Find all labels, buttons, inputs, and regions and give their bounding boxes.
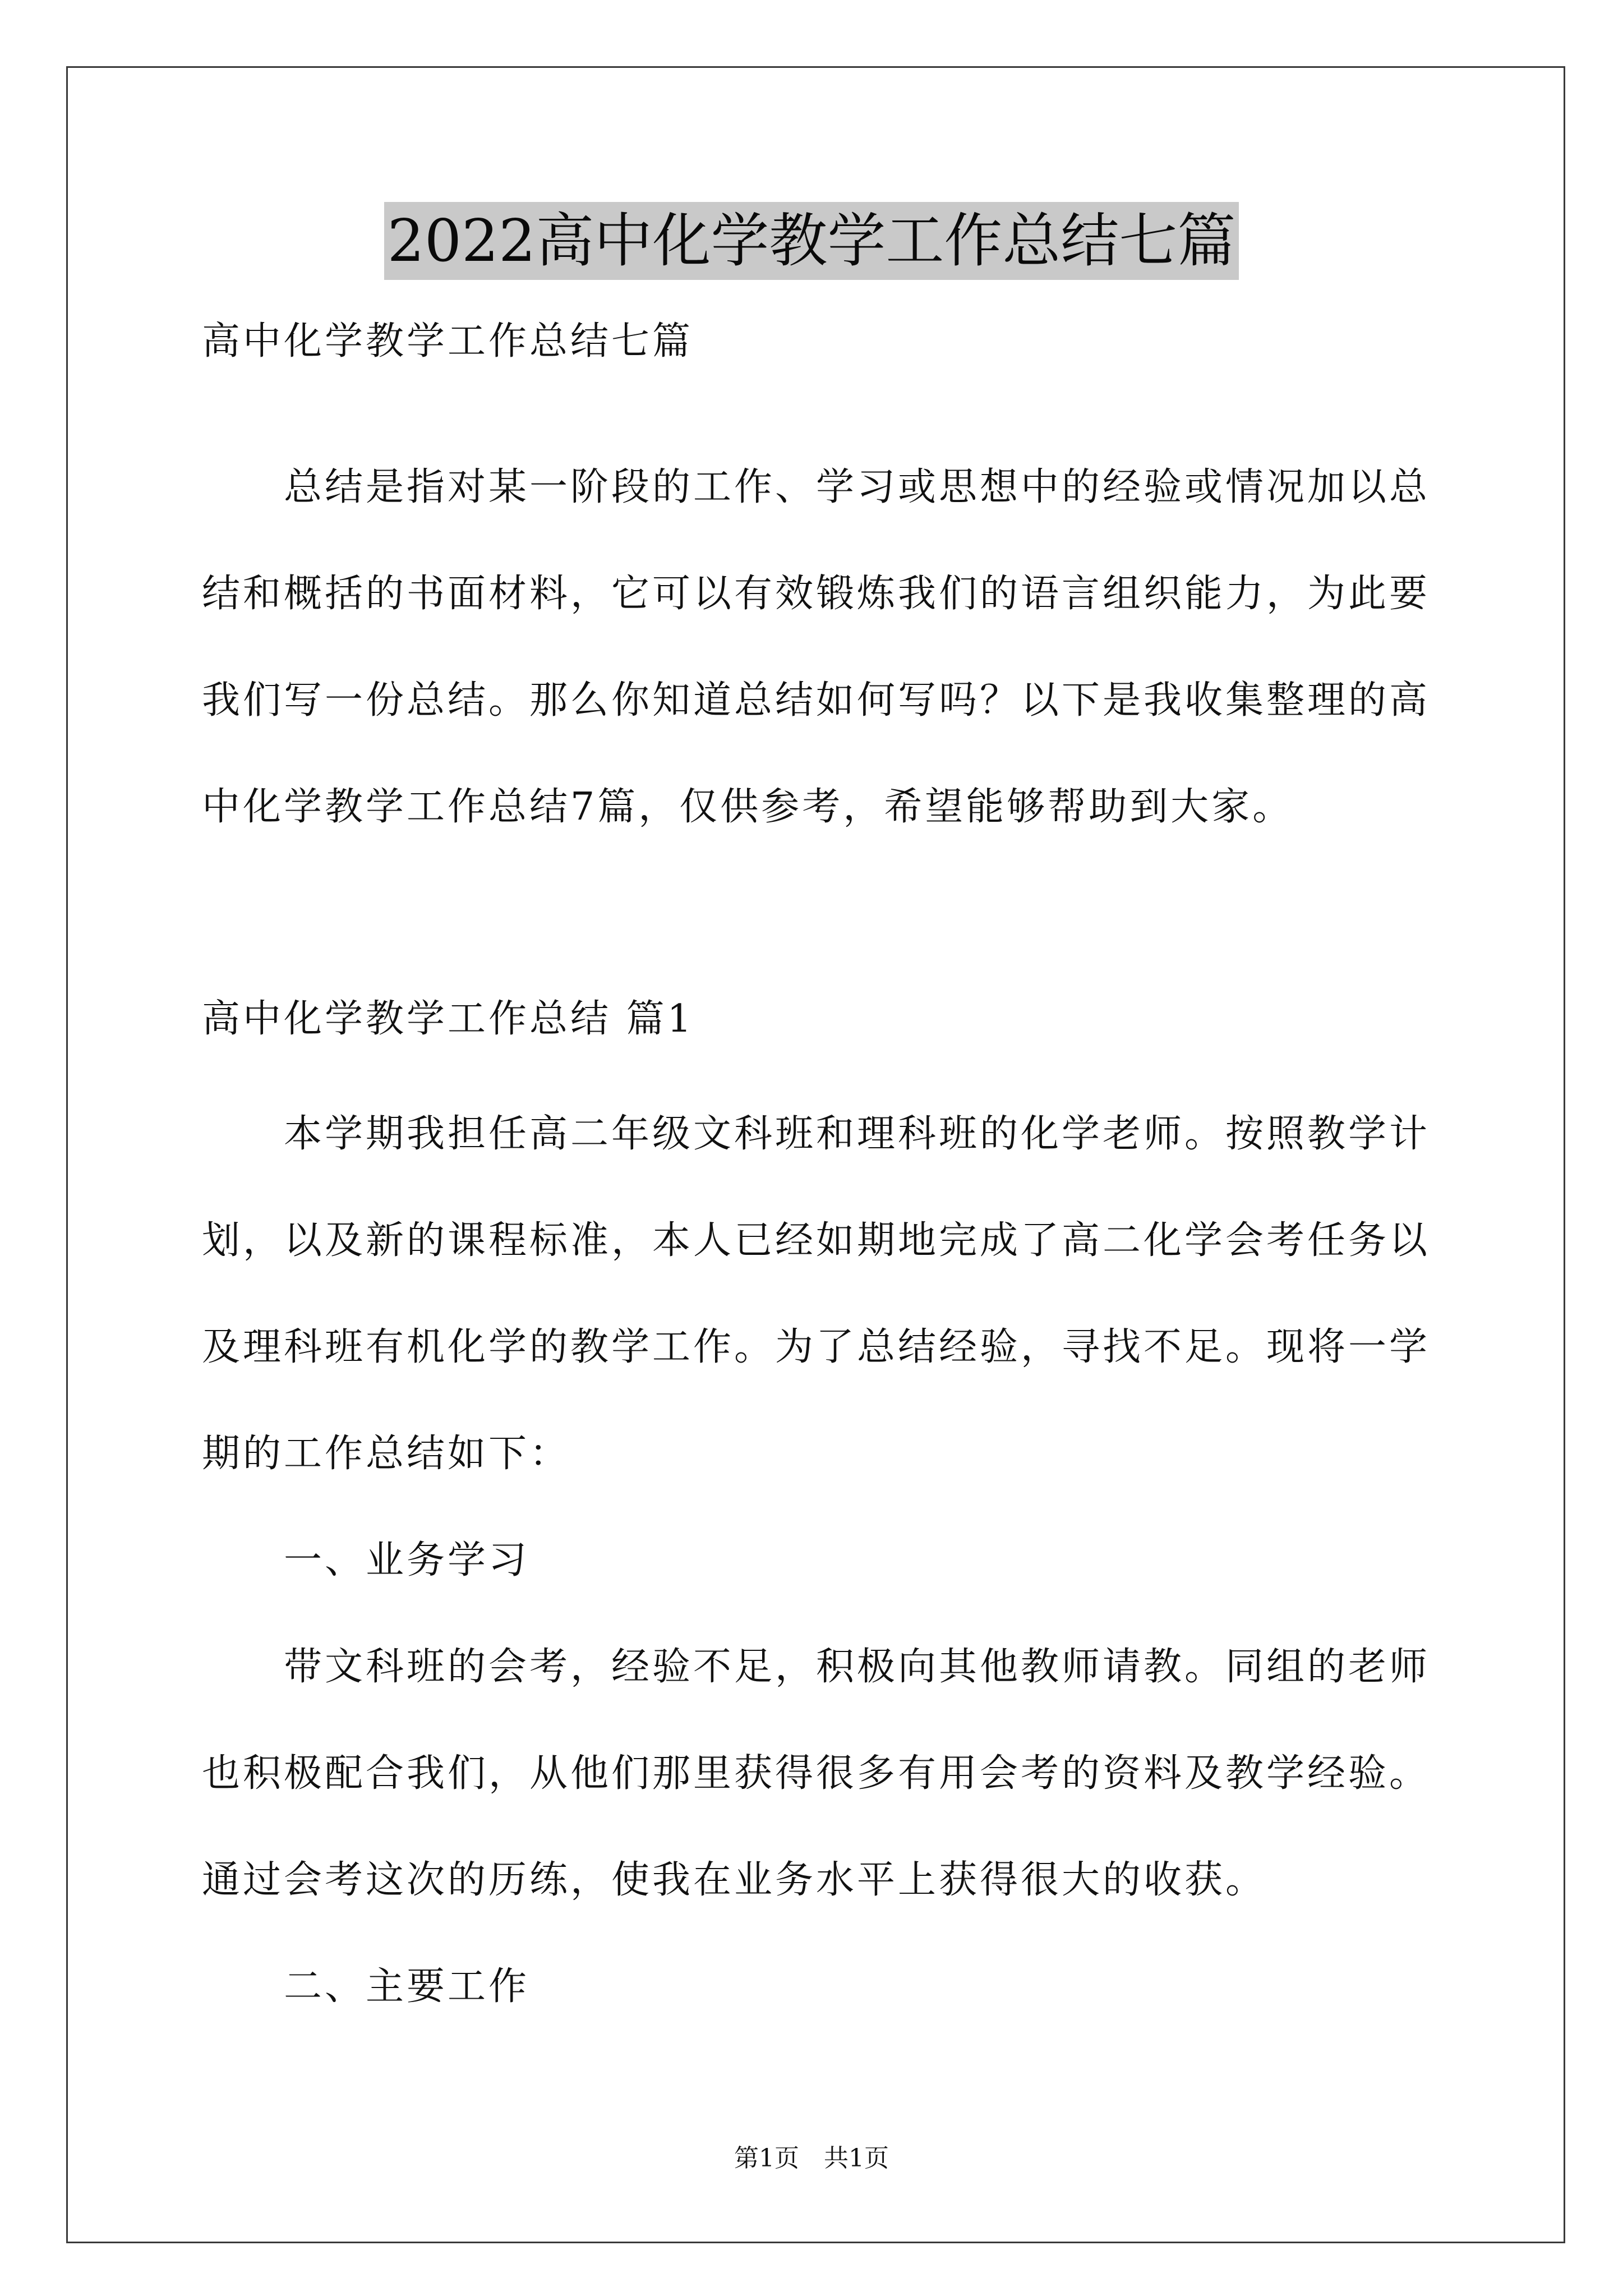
page-total: 共1页 [824, 2144, 889, 2173]
paragraph-line: 及理科班有机化学的教学工作。为了总结经验，寻找不足。现将一学 [202, 1325, 1431, 1369]
document-body [202, 288, 1458, 2040]
subheading-business-study: 一、业务学习 [284, 1538, 530, 1582]
business-study-paragraph [202, 1614, 1458, 1934]
paragraph-line: 划，以及新的课程标准，本人已经如期地完成了高二化学会考任务以 [202, 1218, 1431, 1263]
intro-line: 总结是指对某一阶段的工作、学习或思想中的经验或情况加以总 [284, 465, 1431, 509]
title-container [0, 202, 1623, 280]
intro-line: 我们写一份总结。那么你知道总结如何写吗？以下是我收集整理的高 [202, 678, 1431, 723]
section-paragraph [202, 1081, 1458, 1507]
document-subtitle: 高中化学教学工作总结七篇 [202, 319, 694, 364]
paragraph-line: 本学期我担任高二年级文科班和理科班的化学老师。按照教学计 [284, 1112, 1431, 1156]
intro-line: 结和概括的书面材料，它可以有效锻炼我们的语言组织能力，为此要 [202, 572, 1431, 616]
page-number: 第1页 [734, 2144, 799, 2173]
page-footer [0, 2142, 1623, 2175]
paragraph-line: 带文科班的会考，经验不足，积极向其他教师请教。同组的老师 [284, 1645, 1431, 1689]
section-heading: 高中化学教学工作总结 篇1 [202, 997, 694, 1041]
subheading-main-work: 二、主要工作 [284, 1964, 530, 2009]
intro-paragraph [202, 434, 1458, 861]
intro-line: 中化学教学工作总结7篇，仅供参考，希望能够帮助到大家。 [202, 785, 1294, 829]
paragraph-line: 也积极配合我们，从他们那里获得很多有用会考的资料及教学经验。 [202, 1751, 1431, 1796]
document-title: 2022高中化学教学工作总结七篇 [384, 202, 1239, 280]
paragraph-line: 期的工作总结如下： [202, 1432, 571, 1476]
paragraph-line: 通过会考这次的历练，使我在业务水平上获得很大的收获。 [202, 1858, 1267, 1902]
